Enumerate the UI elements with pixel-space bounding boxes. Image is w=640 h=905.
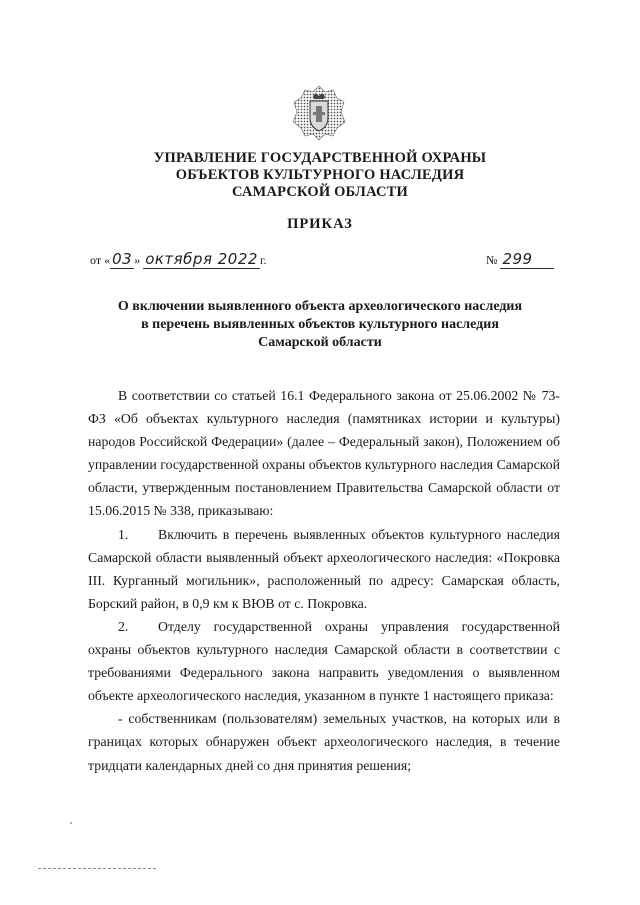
order-subject — [0, 298, 640, 352]
item-text: Отделу государственной охраны управления государственной охраны объектов культурного наследия Самарской области в соответствии с требованиями Федерального закона направить уведомления о выявленном объекте археологического наследия, указанном в пункте 1 настоящего приказа: — [88, 618, 560, 704]
agency-line-3: САМАРСКОЙ ОБЛАСТИ — [231, 184, 409, 200]
item-number: 2. — [118, 618, 129, 634]
footer-rule — [38, 868, 156, 869]
subject-line-3: Самарской области — [258, 335, 382, 350]
order-body — [88, 384, 560, 777]
coat-of-arms-icon — [291, 84, 347, 142]
date-month-year: октября 2022 — [145, 250, 258, 268]
item-text: Включить в перечень выявленных объектов культурного наследия Самарской области выявленный объект археологического наследия: «Покровка III. Курганный могильник», расположенный по адресу: Самарская область, Борский район, в 0,9 км к ВЮВ от с. Покровка. — [88, 526, 560, 611]
item-number: 1. — [118, 526, 129, 542]
agency-line-2: ОБЪЕКТОВ КУЛЬТУРНОГО НАСЛЕДИЯ — [175, 167, 465, 183]
date-mid: » — [134, 253, 141, 267]
order-date — [90, 250, 267, 270]
number-prefix: № — [486, 253, 498, 267]
scan-speck — [70, 822, 72, 824]
date-suffix: г. — [259, 253, 267, 267]
number-value: 299 — [500, 250, 554, 269]
agency-name — [0, 150, 640, 201]
document-type: ПРИКАЗ — [287, 216, 353, 232]
subject-line-1: О включении выявленного объекта археологического наследия — [117, 299, 523, 314]
order-item-1 — [88, 523, 560, 615]
order-number — [486, 250, 554, 269]
date-day: 03 — [112, 250, 133, 268]
intro-paragraph: В соответствии со статьей 16.1 Федерального закона от 25.06.2002 № 73-ФЗ «Об объектах культурного наследия (памятниках истории и культуры) народов Российской Федерации» (далее – Федеральный закон), Положением об управлении государственной охраны объектов культурного наследия Самарской области, утвержденным постановлением Правительства Самарской области от 15.06.2015 № 338, приказываю: — [88, 388, 560, 519]
agency-line-1: УПРАВЛЕНИЕ ГОСУДАРСТВЕННОЙ ОХРАНЫ — [153, 150, 487, 166]
date-prefix: от « — [90, 253, 111, 267]
bullet-paragraph: - собственникам (пользователям) земельных участков, на которых или в границах которых обнаружен объект археологического наследия, в течение тридцати календарных дней со дня принятия решения; — [88, 711, 560, 773]
subject-line-2: в перечень выявленных объектов культурного наследия — [141, 317, 499, 332]
order-item-2 — [88, 615, 560, 707]
